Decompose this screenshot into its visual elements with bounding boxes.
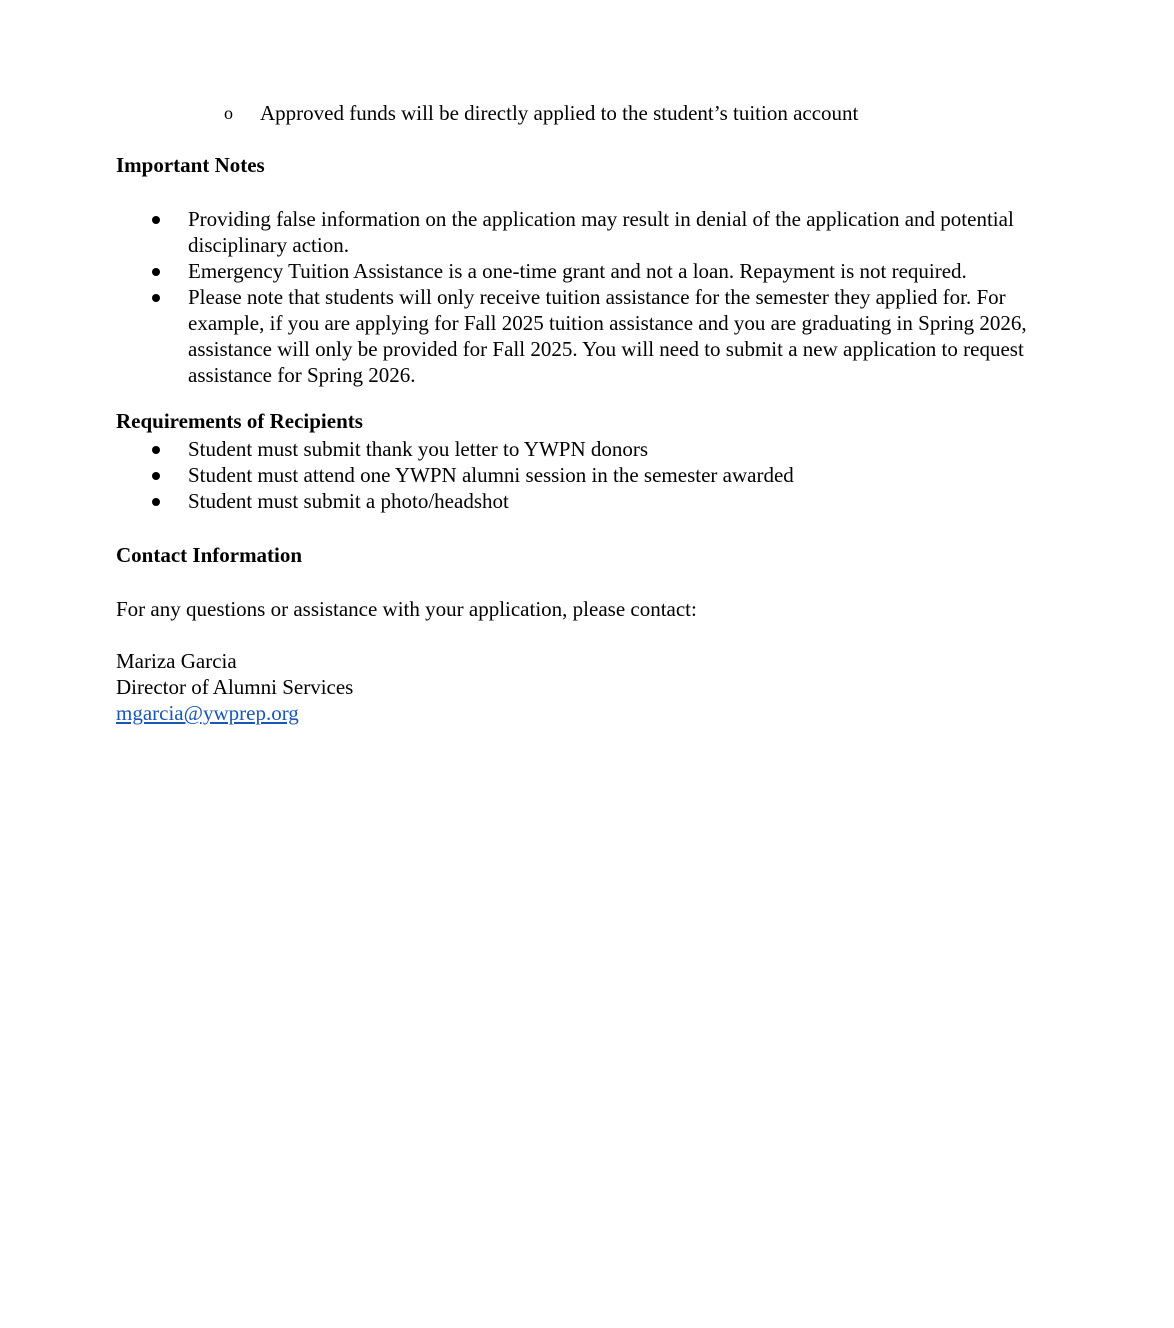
list-item-text: Please note that students will only receive tuition assistance for the semester they applied for. For example, if you are applying for Fall 2025 tuition assistance and you are graduating in Spring 2026, assistance will only be provided for Fall 2025. You will need to submit a new application to request assistance for Spring 2026.: [188, 285, 1027, 387]
list-item-text: Student must attend one YWPN alumni session in the semester awarded: [188, 463, 794, 487]
important-notes-list: [116, 206, 1056, 388]
list-item: [116, 436, 1056, 462]
requirements-list: [116, 436, 1056, 514]
list-item: [116, 488, 1056, 514]
bullet-icon: [152, 268, 160, 276]
contact-name: Mariza Garcia: [116, 649, 237, 673]
bullet-icon: [152, 446, 160, 454]
bullet-icon: [152, 498, 160, 506]
contact-intro: For any questions or assistance with your application, please contact:: [116, 597, 697, 621]
email-link[interactable]: mgarcia@ywprep.org: [116, 701, 299, 725]
contact-heading: Contact Information: [116, 543, 303, 567]
important-notes-heading: Important Notes: [116, 153, 265, 177]
sub-list-item-text: Approved funds will be directly applied to the student’s tuition account: [260, 101, 859, 125]
list-item: [116, 206, 1056, 258]
contact-email-row: [116, 700, 299, 726]
list-item-text: Student must submit a photo/headshot: [188, 489, 509, 513]
bullet-icon: [152, 472, 160, 480]
list-item: [116, 258, 1056, 284]
bullet-icon: [152, 216, 160, 224]
list-item-text: Student must submit thank you letter to YWPN donors: [188, 437, 649, 461]
list-item-text: Providing false information on the application may result in denial of the application and potential disciplinary action.: [188, 207, 1014, 257]
list-item-text: Emergency Tuition Assistance is a one-time grant and not a loan. Repayment is not required.: [188, 259, 967, 283]
bullet-icon: [152, 294, 160, 302]
list-item: [116, 462, 1056, 488]
contact-title: Director of Alumni Services: [116, 675, 354, 699]
list-item: [116, 284, 1056, 388]
requirements-heading: Requirements of Recipients: [116, 409, 363, 433]
circle-bullet-icon: o: [224, 103, 233, 123]
